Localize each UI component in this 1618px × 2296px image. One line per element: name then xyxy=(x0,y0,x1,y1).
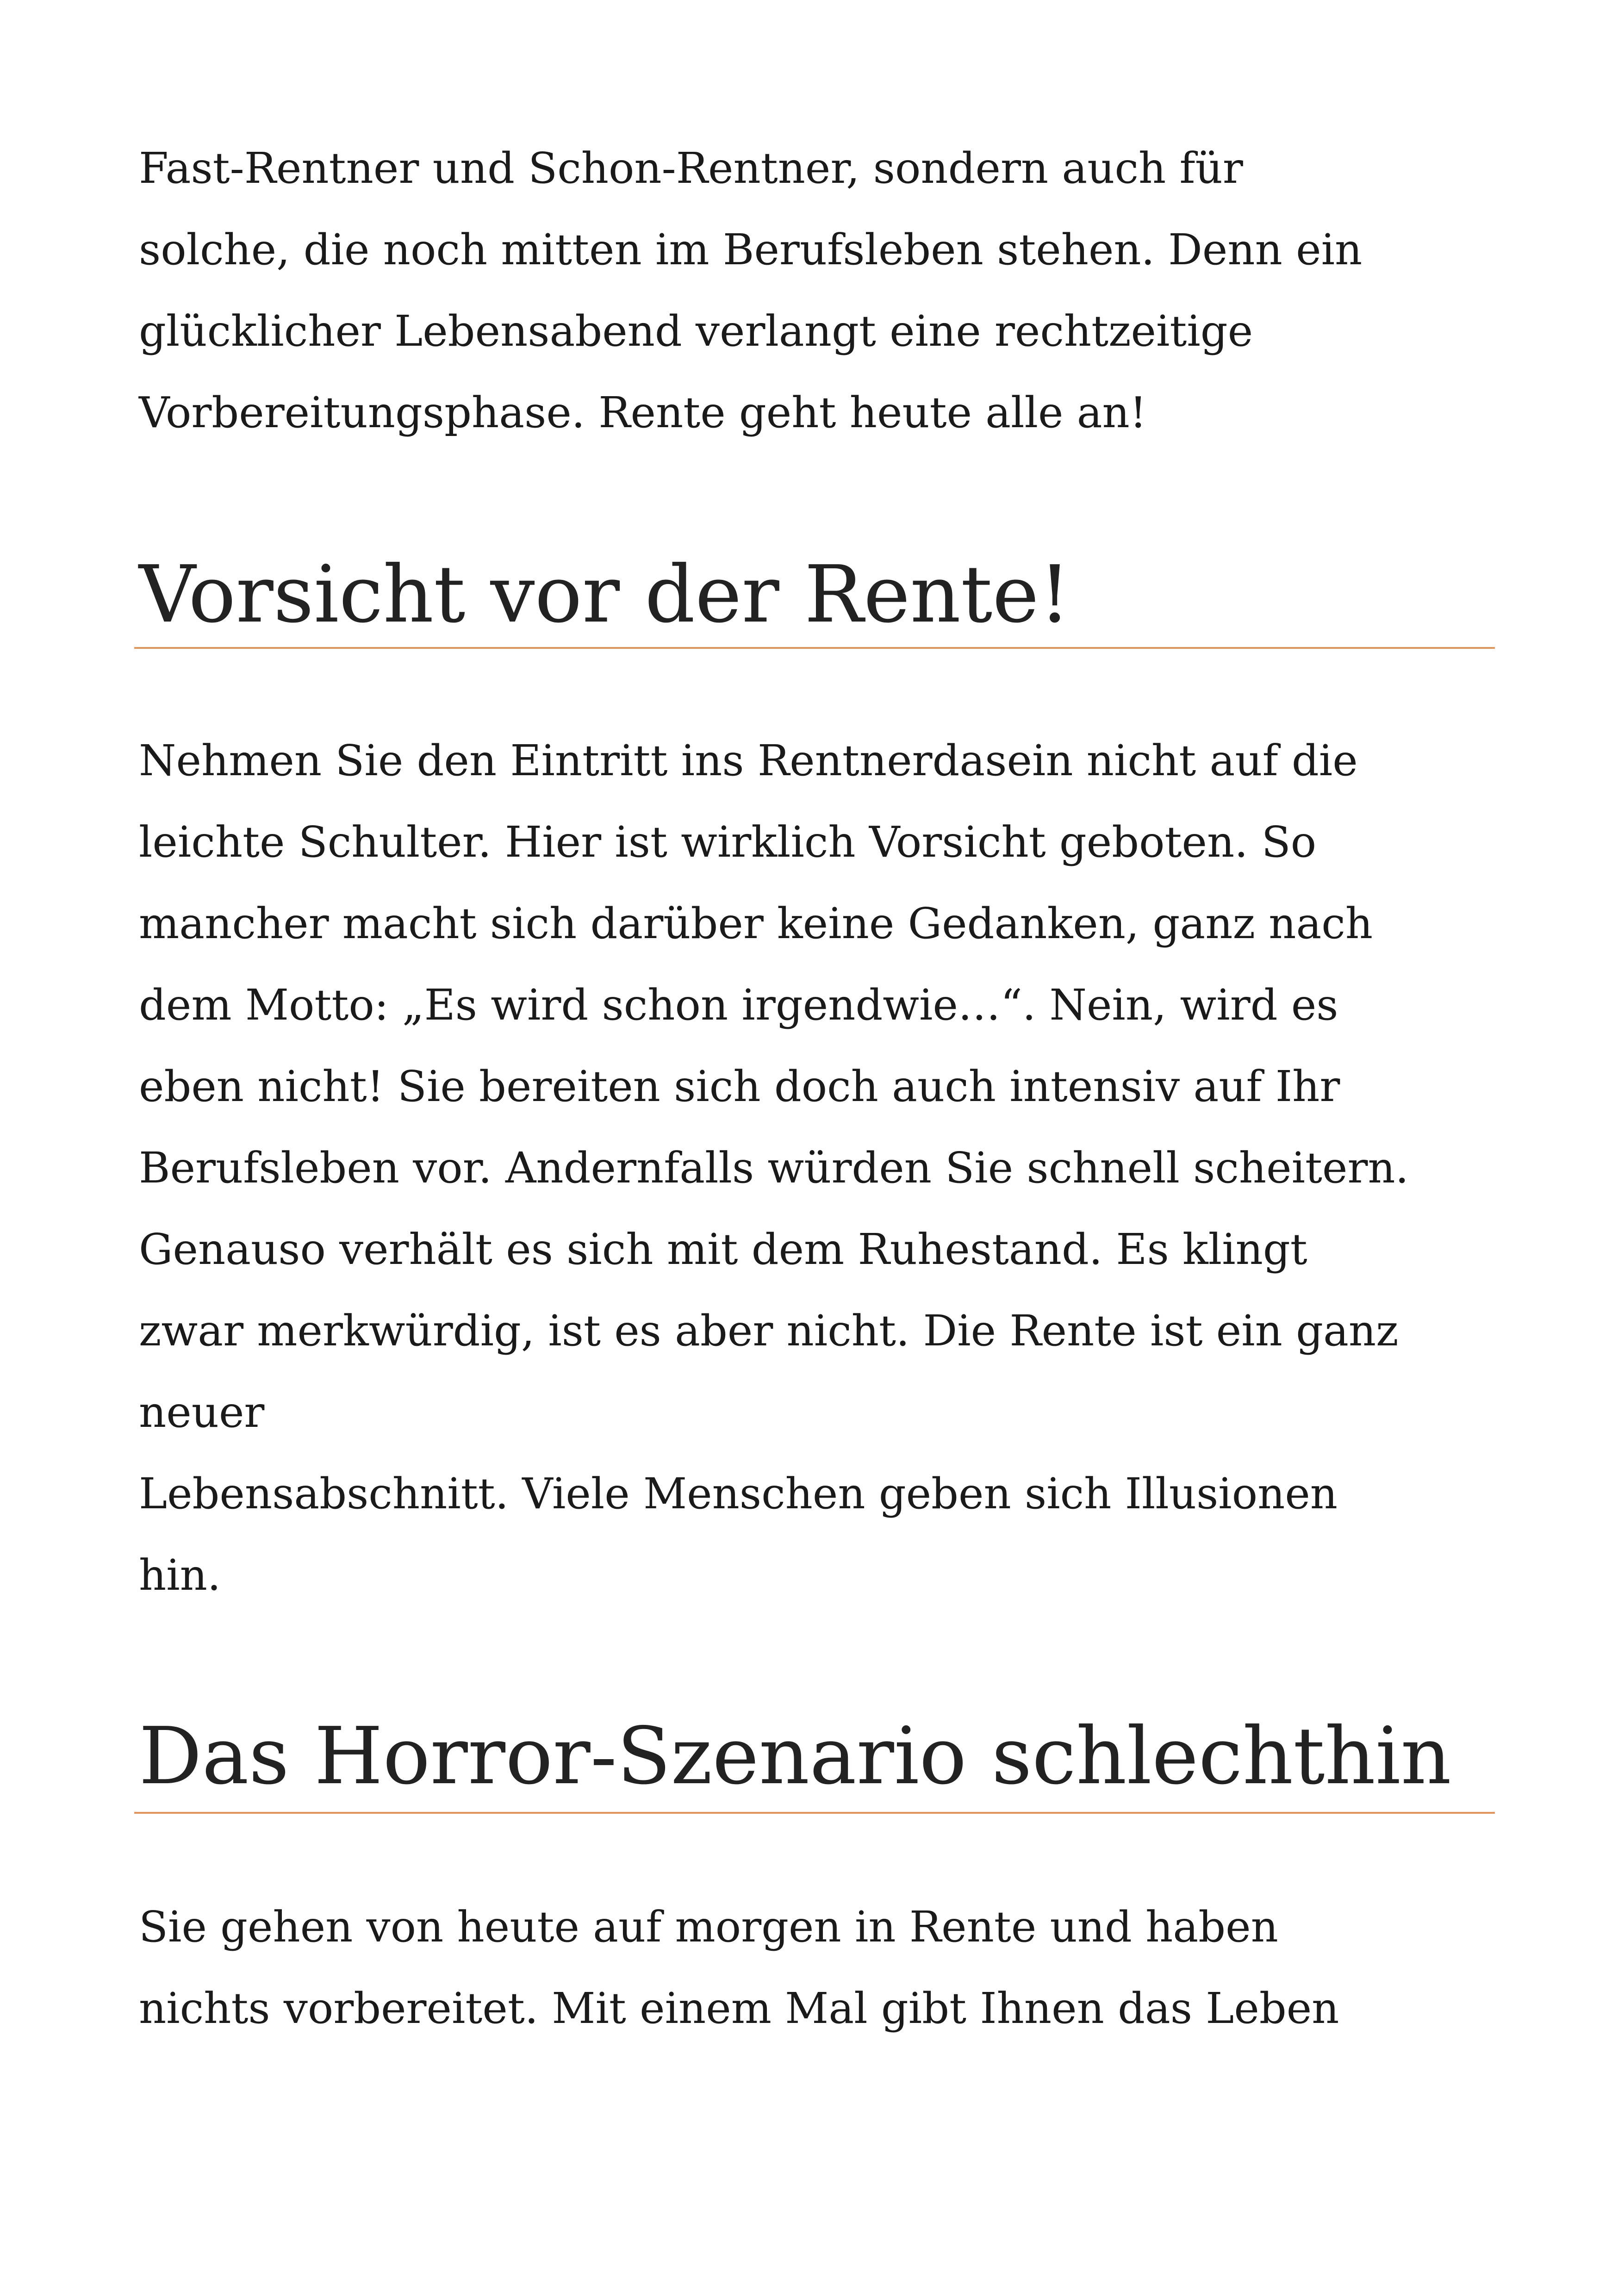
text-line: hin. xyxy=(139,1550,221,1600)
text-line: nichts vorbereitet. Mit einem Mal gibt Ihnen das Leben xyxy=(139,1984,1339,2033)
heading-underline-rule xyxy=(134,647,1495,649)
text-line: zwar merkwürdig, ist es aber nicht. Die Rente ist ein ganz xyxy=(139,1306,1399,1356)
text-line: leichte Schulter. Hier ist wirklich Vorsicht geboten. So xyxy=(139,817,1317,867)
text-line: Vorbereitungsphase. Rente geht heute alle an! xyxy=(139,388,1147,437)
vorsicht-paragraph xyxy=(139,720,1509,1616)
horror-paragraph xyxy=(139,1886,1509,2049)
text-line: Lebensabschnitt. Viele Menschen geben sich Illusionen xyxy=(139,1469,1338,1518)
heading-underline-rule xyxy=(134,1812,1495,1814)
text-line: Fast-Rentner und Schon-Rentner, sondern auch für xyxy=(139,143,1243,193)
text-line: Sie gehen von heute auf morgen in Rente und haben xyxy=(139,1902,1278,1952)
text-line: glücklicher Lebensabend verlangt eine rechtzeitige xyxy=(139,306,1253,356)
intro-paragraph xyxy=(139,128,1509,454)
text-line: solche, die noch mitten im Berufsleben stehen. Denn ein xyxy=(139,225,1363,274)
section-heading-vorsicht: Vorsicht vor der Rente! xyxy=(139,549,1071,641)
text-line: Berufsleben vor. Andernfalls würden Sie schnell scheitern. xyxy=(139,1143,1409,1193)
text-line: mancher macht sich darüber keine Gedanken, ganz nach xyxy=(139,899,1373,948)
text-line: Genauso verhält es sich mit dem Ruhestand. Es klingt xyxy=(139,1225,1307,1274)
text-line: Nehmen Sie den Eintritt ins Rentnerdasein nicht auf die xyxy=(139,736,1358,785)
text-line: neuer xyxy=(139,1388,265,1437)
section-heading-horror: Das Horror-Szenario schlechthin xyxy=(139,1711,1451,1802)
text-line: dem Motto: „Es wird schon irgendwie…“. Nein, wird es xyxy=(139,980,1338,1030)
text-line: eben nicht! Sie bereiten sich doch auch intensiv auf Ihr xyxy=(139,1062,1340,1111)
